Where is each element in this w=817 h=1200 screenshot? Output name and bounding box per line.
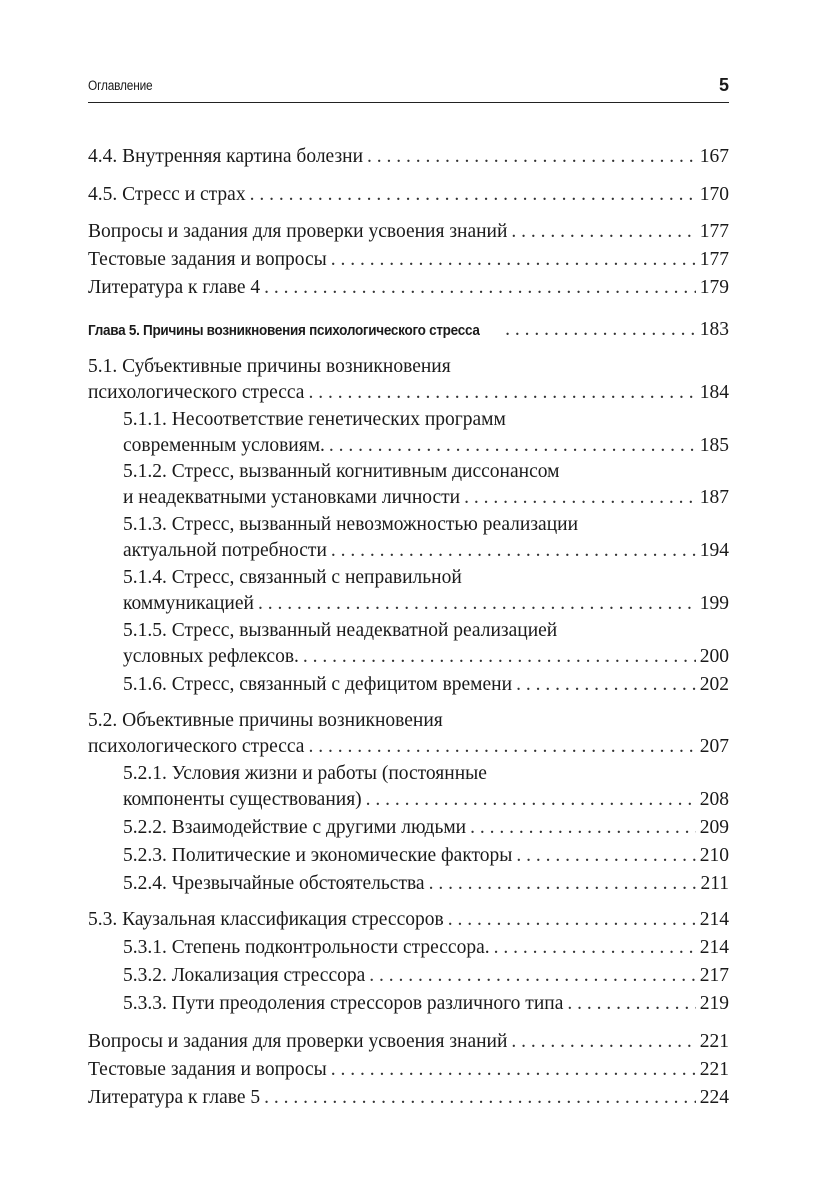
toc-entry-5-1-3 — [123, 538, 729, 564]
toc-entry-title: 5.3. Каузальная классификация стрессоров — [88, 909, 444, 930]
dot-leader — [511, 219, 695, 245]
toc-entry-page: 221 — [699, 1031, 729, 1052]
toc-entry-title: Литература к главе 5 — [88, 1087, 261, 1108]
toc-entry-page: 207 — [699, 736, 729, 757]
toc-entry-5-1-1-line1: 5.1.1. Несоответствие генетических программ — [123, 409, 506, 430]
toc-entry-title: 5.1.6. Стресс, связанный с дефицитом времени — [123, 674, 513, 695]
toc-entry-title: современным условиям. — [123, 435, 325, 456]
toc-entry-title: условных рефлексов. — [123, 646, 299, 667]
toc-entry-title: 5.3.1. Степень подконтрольности стрессора. — [123, 937, 490, 958]
toc-entry-title: коммуникацией — [123, 593, 254, 614]
toc-entry-tests-5 — [88, 1057, 729, 1083]
toc-entry-page: 194 — [699, 540, 729, 561]
toc-entry-title: и неадекватными установками личности — [123, 487, 461, 508]
toc-entry-title: 4.4. Внутренняя картина болезни — [88, 146, 364, 167]
toc-entry-literature-4 — [88, 275, 729, 301]
toc-entry-questions-4 — [88, 219, 729, 245]
toc-entry-5-2-line1: 5.2. Объективные причины возникновения — [88, 710, 443, 731]
toc-entry-page: 224 — [699, 1087, 729, 1108]
toc-entry-5-2 — [88, 734, 729, 760]
toc-entry-5-1-2-line1: 5.1.2. Стресс, вызванный когнитивным диссонансом — [123, 461, 560, 482]
dot-leader — [331, 1057, 696, 1083]
dot-leader — [303, 644, 696, 670]
toc-entry-page: 209 — [699, 817, 729, 838]
dot-leader — [329, 433, 696, 459]
dot-leader — [250, 182, 696, 208]
toc-entry-page: 217 — [699, 965, 729, 986]
toc-entry-title: Тестовые задания и вопросы — [88, 249, 327, 270]
dot-leader — [516, 843, 695, 869]
header-title: Оглавление — [88, 78, 153, 93]
toc-entry-questions-5 — [88, 1029, 729, 1055]
toc-entry-title: Вопросы и задания для проверки усвоения знаний — [88, 1031, 508, 1052]
dot-leader — [308, 734, 695, 760]
toc-entry-5-2-1 — [123, 787, 729, 813]
dot-leader — [429, 871, 697, 897]
toc-entry-page: 200 — [699, 646, 729, 667]
dot-leader — [331, 538, 696, 564]
toc-entry-5-1-5 — [123, 644, 729, 670]
toc-entry-page: 185 — [699, 435, 729, 456]
toc-entry-5-1-6 — [123, 672, 729, 698]
dot-leader — [448, 907, 696, 933]
toc-entry-title: психологического стресса — [88, 736, 305, 757]
dot-leader — [367, 144, 696, 170]
dot-leader — [516, 672, 696, 698]
dot-leader — [511, 1029, 695, 1055]
toc-entry-4-4 — [88, 144, 729, 170]
toc-entry-title: 5.2.3. Политические и экономические факторы — [123, 845, 513, 866]
toc-entry-5-1-4-line1: 5.1.4. Стресс, связанный с неправильной — [123, 567, 462, 588]
toc-entry-title: психологического стресса — [88, 382, 305, 403]
toc-entry-title: Тестовые задания и вопросы — [88, 1059, 327, 1080]
toc-entry-page: 167 — [699, 146, 729, 167]
dot-leader — [264, 1085, 696, 1111]
dot-leader — [567, 991, 695, 1017]
toc-entry-5-1-2 — [123, 485, 729, 511]
toc-entry-page: 187 — [699, 487, 729, 508]
toc-entry-5-2-2 — [123, 815, 729, 841]
toc-entry-title: компоненты существования) — [123, 789, 362, 810]
toc-entry-5-3-1 — [123, 935, 729, 961]
toc-entry-page: 177 — [699, 221, 729, 242]
toc-entry-5-2-1-line1: 5.2.1. Условия жизни и работы (постоянные — [123, 763, 487, 784]
toc-entry-page: 214 — [699, 937, 729, 958]
toc-entry-page: 170 — [699, 184, 729, 205]
toc-entry-5-1 — [88, 380, 729, 406]
toc-chapter-title: Глава 5. Причины возникновения психологического стресса — [88, 322, 480, 339]
toc-entry-page: 219 — [699, 993, 729, 1014]
dot-leader — [366, 787, 696, 813]
toc-entry-page: 210 — [699, 845, 729, 866]
toc-entry-title: актуальной потребности — [123, 540, 327, 561]
toc-entry-page: 184 — [699, 382, 729, 403]
toc-entry-5-1-3-line1: 5.1.3. Стресс, вызванный невозможностью реализации — [123, 514, 579, 535]
toc-entry-title: 5.2.2. Взаимодействие с другими людьми — [123, 817, 467, 838]
toc-entry-page: 214 — [699, 909, 729, 930]
toc-entry-5-2-3 — [123, 843, 729, 869]
dot-leader — [308, 380, 695, 406]
toc-entry-5-1-line1: 5.1. Субъективные причины возникновения — [88, 356, 451, 377]
toc-entry-4-5 — [88, 182, 729, 208]
toc-entry-page: 177 — [699, 249, 729, 270]
dot-leader — [470, 815, 696, 841]
toc-entry-5-1-4 — [123, 591, 729, 617]
dot-leader — [464, 485, 696, 511]
toc-entry-page: 221 — [699, 1059, 729, 1080]
toc-entry-page: 211 — [700, 873, 729, 894]
toc-entry-page: 179 — [699, 277, 729, 298]
dot-leader — [505, 317, 696, 343]
toc-entry-title: 5.2.4. Чрезвычайные обстоятельства — [123, 873, 425, 894]
toc-entry-tests-4 — [88, 247, 729, 273]
dot-leader — [494, 935, 696, 961]
toc-entry-5-3-3 — [123, 991, 729, 1017]
toc-entry-title: 5.3.3. Пути преодоления стрессоров различного типа — [123, 993, 564, 1014]
toc-entry-5-3-2 — [123, 963, 729, 989]
toc-entry-5-3 — [88, 907, 729, 933]
toc-entry-page: 183 — [699, 319, 729, 340]
toc-entry-title: Вопросы и задания для проверки усвоения знаний — [88, 221, 508, 242]
toc-entry-page: 208 — [699, 789, 729, 810]
toc-entry-page: 199 — [699, 593, 729, 614]
toc-chapter-5 — [88, 317, 729, 343]
dot-leader — [369, 963, 695, 989]
toc-entry-title: 4.5. Стресс и страх — [88, 184, 246, 205]
toc-entry-5-2-4 — [123, 871, 729, 897]
header-page-number: 5 — [718, 75, 729, 95]
toc-entry-literature-5 — [88, 1085, 729, 1111]
toc-entry-page: 202 — [699, 674, 729, 695]
toc-entry-5-1-1 — [123, 433, 729, 459]
running-header — [88, 76, 729, 103]
toc-entry-title: 5.3.2. Локализация стрессора — [123, 965, 366, 986]
dot-leader — [258, 591, 696, 617]
dot-leader — [331, 247, 696, 273]
dot-leader — [264, 275, 696, 301]
toc-entry-5-1-5-line1: 5.1.5. Стресс, вызванный неадекватной реализацией — [123, 620, 558, 641]
toc-entry-title: Литература к главе 4 — [88, 277, 261, 298]
